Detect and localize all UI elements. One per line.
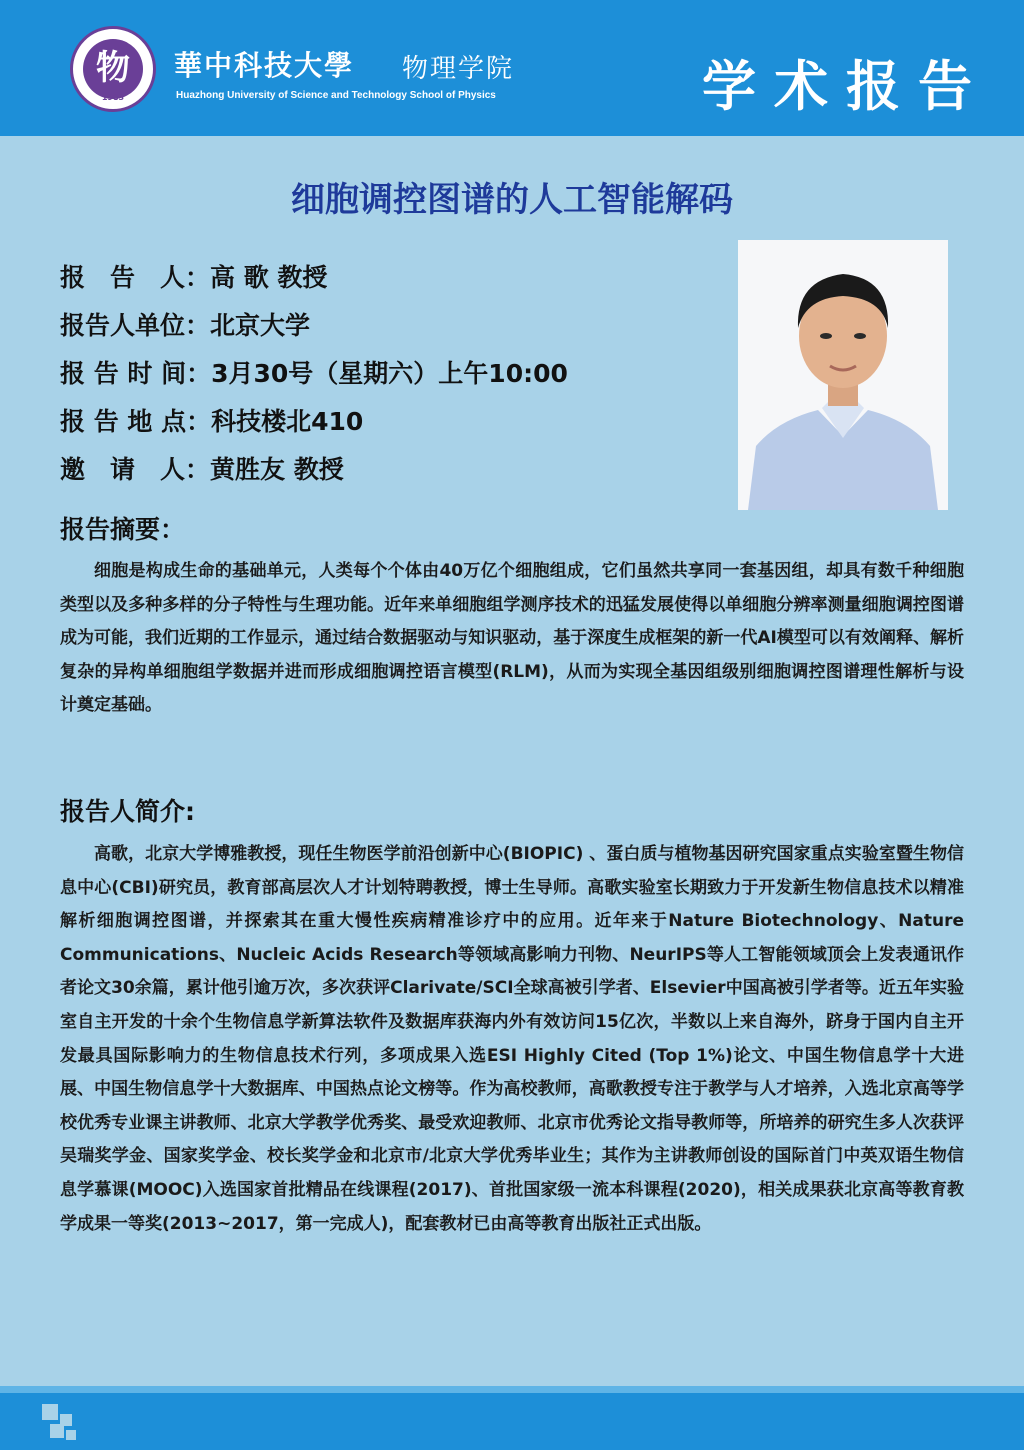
footer-stripe — [0, 1386, 1024, 1393]
abstract-text: 细胞是构成生命的基础单元，人类每个个体由40万亿个细胞组成，它们虽然共享同一套基因组，却具有数千种细胞类型以及多种多样的分子特性与生理功能。近年来单细胞组学测序技术的迅猛发展使得以单细胞分辨率测量细胞调控图谱成为可能，我们近期的工作显示，通过结合数据驱动与知识驱动，基于深度生成框架的新一代AI模型可以有效阐释、解析复杂的异构单细胞组学数据并进而形成细胞调控语言模型(RLM)，从而为实现全基因组级别细胞调控图谱理性解析与设计奠定基础。 — [60, 561, 964, 716]
info-value: 黄胜友 教授 — [210, 455, 344, 484]
school-name-cn: 物理学院 — [402, 54, 515, 84]
info-label: 邀 请 人： — [60, 455, 211, 484]
speaker-photo — [738, 240, 948, 510]
university-name-en: Huazhong University of Science and Technology School of Physics — [176, 90, 496, 101]
info-label: 报 告 时 间： — [60, 359, 212, 388]
info-value: 高 歌 教授 — [210, 263, 328, 292]
speaker-portrait-illustration — [738, 240, 948, 510]
info-label: 报 告 地 点： — [60, 407, 212, 436]
footer-decoration-icon — [42, 1404, 78, 1440]
info-row-time — [60, 348, 700, 396]
talk-title: 细胞调控图谱的人工智能解码 — [291, 180, 733, 220]
bio-heading: 报告人简介: — [60, 797, 195, 826]
info-row-affiliation — [60, 300, 700, 348]
info-row-location — [60, 396, 700, 444]
info-row-host — [60, 444, 700, 492]
university-logo — [70, 26, 156, 112]
info-value: 科技楼北410 — [211, 407, 364, 436]
footer-bar — [0, 1393, 1024, 1450]
info-value: 北京大学 — [210, 311, 311, 340]
logo-glyph: 物 — [83, 39, 143, 99]
talk-info-list — [60, 252, 700, 492]
abstract-heading: 报告摘要： — [60, 515, 186, 544]
logo-year: 1983 — [101, 93, 125, 102]
bio-text: 高歌，北京大学博雅教授，现任生物医学前沿创新中心(BIOPIC) 、蛋白质与植物基因研究国家重点实验室暨生物信息中心(CBI)研究员，教育部高层次人才计划特聘教授，博士生导师。高歌实验室长期致力于开发新生物信息技术以精准解析细胞调控图谱，并探索其在重大慢性疾病精准诊疗中的应用。近年来于Nature Biotechnology、Nature Communications、Nucleic Acids Research等领域高影响力刊物、NeurIPS等人工智能领域顶会上发表通讯作者论文30余篇，累计他引逾万次，多次获评Clarivate/SCI全球高被引学者、Elsevier中国高被引学者等。近五年实验室自主开发的十余个生物信息学新算法软件及数据库获海内外有效访问15亿次，半数以上来自海外，跻身于国内自主开发最具国际影响力的生物信息技术行列，多项成果入选ESI Highly Cited (Top 1%)论文、中国生物信息学十大进展、中国生物信息学十大数据库、中国热点论文榜等。作为高校教师，高歌教授专注于教学与人才培养，入选北京高等学校优秀专业课主讲教师、北京大学教学优秀奖、最受欢迎教师、北京市优秀论文指导教师等，所培养的研究生多人次获评吴瑞奖学金、国家奖学金、校长奖学金和北京市/北京大学优秀毕业生；其作为主讲教师创设的国际首门中英双语生物信息学慕课(MOOC)入选国家首批精品在线课程(2017)、首批国家级一流本科课程(2020)，相关成果获北京高等教育教学成果一等奖(2013~2017，第一完成人)，配套教材已由高等教育出版社正式出版。 — [60, 844, 964, 1234]
poster-type-title: 学术报告 — [702, 54, 990, 118]
info-label: 报告人单位： — [60, 311, 211, 340]
info-label: 报 告 人： — [60, 263, 211, 292]
header-banner — [0, 0, 1024, 136]
info-value: 3月30号（星期六）上午10:00 — [211, 359, 568, 388]
info-row-speaker — [60, 252, 700, 300]
university-name-cn: 華中科技大學 — [174, 49, 355, 82]
